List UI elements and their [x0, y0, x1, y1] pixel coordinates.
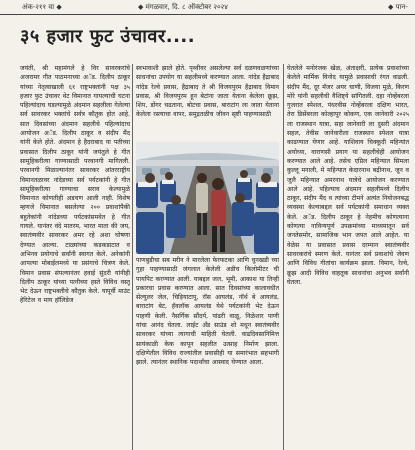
page-number-label: ◆ पान- — [388, 3, 408, 11]
header-rule — [0, 14, 415, 15]
column-2-bottom-text: पाणबुडीचा सब मरीन ने मारलेला फेरफटका आणि चुनखडी च्या गुहा पाहण्यासाठी जंगलात केलेली अडीच किलोमीटर ची पायपिट करण्यात आली. याबद्दल जल, भूमी, आकाश या तिन्ही प्रकारचा प्रवास करण्यात आला. सात दिवसांच्या कालावधीत सेल्युलर जेल, चिड़ियाटापू, रॉस आयलंड, नॉर्थ बे आयलंड, बाराटांग बेट, हॅवलॉक आयलंड येथे पर्यटकांनी भेट देऊन पाहणी केली. नैसर्गिक सौंदर्य, पांढरी वाळू, निळेशार पाणी यांचा आनंद घेतला. लाईट अँड साउंड शो मधून स्वातंत्र्यवीर सावरकर यांच्या त्यागाची माहिती घेतली. वाढदिवसानिमित्त सायंकाळी केक कापून सहलीत उत्साह निर्माण झाला. दक्षिणेतील विविध राज्यांतील प्रवासीही या समारंभात सहभागी झाले. त्यानंतर स्थानिक पदार्थांचा आस्वाद घेण्यात आला. — [136, 257, 279, 367]
column-3-text: घेतलेले मनोरंजक खेळ, अंताक्षरी, प्रत्येक प्रवाशांच्या केलेले मार्मिक विनोद यामुळे प्रवासाची रंगत वाढली. संदीप मैंद, दूर मॅजर अयर चाणी, विजया मुळे, किरण मोरे यांनी सहलीची वैशिष्ट्ये सांगितली. दहा नोव्हेंबरला गुजरात स्पेशल, पंधरवीस नोव्हेंबरला दक्षिण भारत, तेरा डिसेंबरला कोल्हापूर कोकण, एक जानेवारी २०२५ ला राजस्थान यात्रा, सहा जानेवारी ला दुसरी अंदमान सहल, तेवीस जानेवारीला राजस्थान स्पेशल यात्रा काढण्यात येणार आहे. याशिवाय चिक्कूदी महिन्यांत अयोध्या, वाराणसी प्रयाग या सहलीचेही आयोजन करण्यात आले आहे. तसेच एप्रिल महिन्यात सिमला कुल्लू मनाली, मे महिन्यात केदारनाथ बद्रीनाथ, जून व जुलै महिन्यात अमरनाथ यात्रेचे आयोजन करण्यात आले आहे. पहिल्याच अंदमान सहलीमध्ये दिलीप ठाकूर, संदीप मैंद व त्यांच्या टीमने अत्यंत नियोजनबद्ध व्यवस्था केल्याबद्दल सर्व पर्यटकांनी समाधान व्यक्त केले. अॅड. दिलीप ठाकूर हे नेहमीच कोणत्याना कोणत्या नाविन्यपूर्ण उपक्रमांच्या माध्यमातून सर्व जनतेसमोर, सामाजिक भान जपत आले आहेत. या वेळेस या प्रवासात प्रवास दरम्यान स्वातंत्र्यवीर सावरकरांचे स्मरण केले. यानंतर सर्व प्रवाशांचे जेवण आणि विविध गीतांचा कार्यक्रम झाला. विमान, रेल्वे, क्रूझ आदी विविध वाहतूक साधनांचा अनुभव सर्वांनी घेतला. — [287, 65, 409, 286]
column-1-text: जयंती, श्री महामंगले हे विर सावरकरांचे अजरामर गीत पाठमनाच्या अॅड. दिलीप ठाकूर यांच्या नेतृत्वाखाली ६१ राष्ट्रभक्तांनी पक्ष ३५ हजार फुट उंचावर थेट विमानात गायल्याची घटना पहिल्यांदाच घडल्यामुळे अंदमान सहलीला गेलेल्या सर्व सावरकर भक्तांचे सर्वत्र कौतुक होत आहे. सात दिवसांच्या अंदमान सहलीचे पहिल्यांदाच आयोजन अॅड. दिलीप ठाकूर व संदीप मैंद यांनी केले होते. अंदमान हे हैदराबाद या पतीच्या प्रवासात दिलीप ठाकूर यांनी जयंतुले हे गीत सामूहिकरीत्या गाण्यासाठी परवानगी मागितली. परवानगी मिळाल्यानंतर सावरकर आंतरराष्ट्रीय विमानतळावर नांदेडच्या सर्व पर्यटकांनी हे गीत सामूहिकरीत्या गाण्याचा सराव केल्यामुळे विमानात कोणतीही अडचण आली नाही. विशेष म्हणजे विमानात बसलेल्या २०० प्रवाशांपैकी बहुतेकांनी नांदेडच्या पर्यटकांसमवेत हे गीत गायले. यानंतर वंदे मातरम, भारत माता की जय, स्वातंत्र्यवीर सावरकर अमर रहे अशा घोषणा देण्यात आल्या. टाळ्यांच्या कडकडाटात व अभिनव प्रयोगाचे सर्वांनी स्वागत केले. अनेकांनी आपल्या मोबाईलमध्ये या प्रसंगाचे चित्रण केले. विमान प्रवास संपल्यानंतर हवाई सुंदरी यांनीही दिलीप ठाकूर यांच्या पत्नीच्या हस्ते विविध वस्तू भेट देऊन राष्ट्रभक्तीचे कौतुक केले. यापूर्वी माउंट हेरिटेज व माय हॉलिडेज — [20, 65, 130, 305]
article-column-2-bottom — [136, 256, 279, 450]
column-divider — [132, 64, 133, 450]
aircraft-cabin-photo — [136, 142, 279, 254]
column-2-top-text: स्वभावाशी झाले होते. पृथ्वीवर असलेल्या सर्व दळणवळणांच्या साधनांचा उपयोग या सहलीमध्ये करण्यात आला. नांदेड हैद्राबाद नांदेड रेल्वे प्रवास, हैद्राबाद ते श्री विजयपुरम हैद्राबाद विमान प्रवास, श्री विजयपुरम हून बेटांना जाता येताना केलेला क्रूझ, शिप, डोंगर चढताना, बोटचा प्रवास, बाराटांग ला जाता येताना केलेला रस्त्याचा वापर, समुद्रतळीच जीवन सृष्टी पाहण्यासाठी — [136, 65, 279, 119]
article-column-1 — [20, 64, 130, 450]
issue-date: ◆ मंगळवार, दि. ८ ऑक्टोबर २०२४ — [138, 3, 228, 11]
column-divider — [283, 64, 284, 450]
article-column-3 — [287, 64, 409, 450]
issue-number: अंक-२११ वा ◆ — [22, 3, 62, 11]
page-header — [0, 0, 415, 14]
cabin-photo-illustration — [136, 142, 279, 254]
article-column-2-top — [136, 64, 279, 140]
article-headline: ३५ हजार फुट उंचावर.... — [20, 26, 196, 47]
